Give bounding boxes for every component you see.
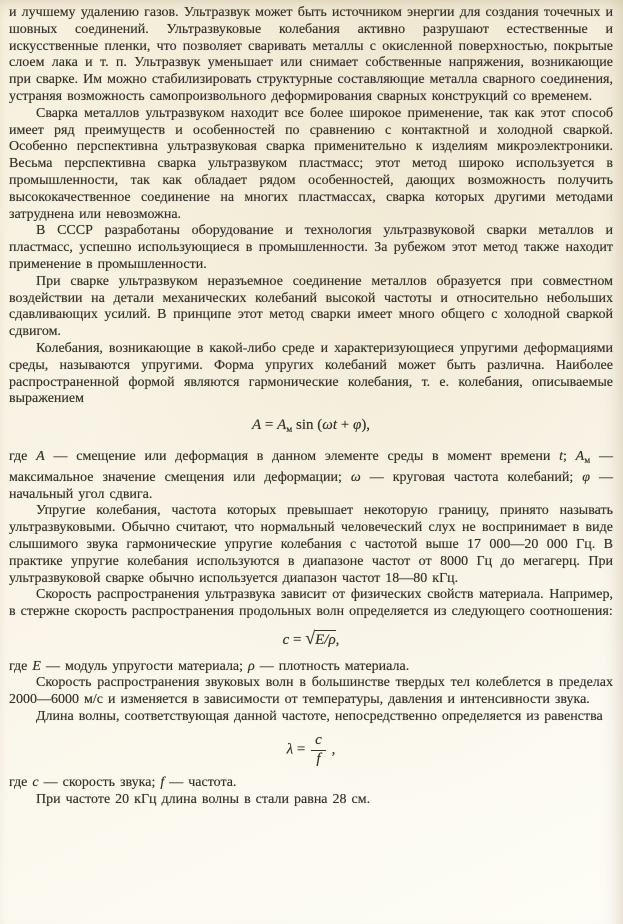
text-run: φ <box>582 469 591 485</box>
formula-run: = <box>289 631 306 648</box>
text-run: Упругие колебания, частота которых превышает некоторую границу, принято называть ультразвуковыми. Обычно считают, что нормальный человеческий слух не воспринимает в виде слышимого звука гармонические упругие колебания с частотой выше 17 000—20 000 Гц. В практике упругие колебания используются в диапазоне частот от 8000 Гц до мегагерц. При ультразвуковой сварке обычно используется диапазон частот 18—80 кГц. <box>9 503 613 586</box>
paragraph <box>9 223 613 273</box>
text-run: — скорость звука; <box>38 775 161 791</box>
text-run: где <box>9 775 33 791</box>
text-run: ω <box>350 469 361 485</box>
text-run: В СССР разработаны оборудование и технология ультразвуковой сварки металлов и пластмасс, успешно использующиеся в промышленности. За рубежом этот метод также находит применение в промышленности. <box>9 223 613 272</box>
paragraph <box>9 792 613 809</box>
text-run: и лучшему удалению газов. Ультразвук может быть источником энергии для создания точечных и шовных соединений. Ультразвуковые колебания активно разрушают естественные и искусственные пленки, что позволяет сваривать металлы с окисленной поверхностью, покрытые слоем лака и т. п. Ультразвук уменьшает или снимает собственные напряжения, возникающие при сварке. Им можно стабилизировать структурные составляющие металла сварного соединения, устраняя возможность самопроизвольного деформирования сварных конструкций со временем. <box>9 5 613 104</box>
fraction <box>311 733 326 768</box>
text-run: t <box>559 448 563 464</box>
paragraph <box>9 106 613 224</box>
formula-run: + <box>337 417 353 434</box>
text-run: где <box>9 658 33 674</box>
text-run: Колебания, возникающие в какой-либо среде и характеризующиеся упругими деформациями среды, называются упругими. Форма упругих колебаний может быть различна. Наиболее распространенной формой являются гармонические колебания, т. е. колебания, описываемые выражением <box>9 340 613 407</box>
formula <box>9 733 613 768</box>
fraction-numerator: c <box>311 733 326 751</box>
paragraph <box>9 341 613 408</box>
text-run: — частота. <box>164 775 237 791</box>
formula-run: c <box>282 631 290 648</box>
text-column <box>9 5 613 809</box>
text-run: Длина волны, соответствующая данной частоте, непосредственно определяется из равенства <box>36 709 603 725</box>
formula-run: = <box>293 741 310 758</box>
text-run: — плотность материала. <box>254 658 410 674</box>
formula-run: ), <box>361 417 371 434</box>
paragraph <box>9 5 613 106</box>
formula-run: A <box>251 417 262 434</box>
paragraph <box>9 775 613 792</box>
paragraph <box>9 274 613 341</box>
paragraph <box>9 449 613 503</box>
text-run: Сварка металлов ультразвуком находит все более широкое применение, так как этот способ имеет ряд преимуществ и особенностей по сравнению с контактной и холодной сваркой. Особенно перспективна ультразвуковая сварка применительно к изделиям микроэлектроники. Весьма перспективна сварка ультразвуком пластмасс; этот метод широко используется в промышленности, так как обладает рядом особенностей, дающих возможность получить высококачественное соединение на многих пластмассах, сварка которых другими методами затруднена или невозможна. <box>9 105 613 222</box>
fraction-denominator: f <box>316 750 321 767</box>
formula-run: λ <box>286 741 294 758</box>
text-run: c <box>32 775 39 791</box>
formula-run: A <box>277 417 287 434</box>
formula-run: φ <box>353 417 362 434</box>
formula-run: √ <box>305 627 316 648</box>
formula-run: E/ρ <box>315 631 336 648</box>
text-run: — начальный угол сдвига. <box>9 469 613 502</box>
formula-run: sin ( <box>292 417 323 434</box>
formula-run: , <box>335 631 340 648</box>
paragraph <box>9 503 613 587</box>
text-run: — смещение или деформация в данном элементе среды в момент времени <box>44 448 560 464</box>
text-run: A <box>36 448 45 464</box>
text-run: ρ <box>248 658 255 674</box>
text-run: Скорость распространения звуковых волн в большинстве твердых тел колеблется в пределах 2000—6000 м/с и изменяется в зависимости от температуры, давления и интенсивности звука. <box>9 675 613 708</box>
paragraph <box>9 709 613 726</box>
formula-run: = <box>261 417 278 434</box>
paragraph <box>9 587 613 621</box>
text-run: При сварке ультразвуком неразъемное соединение металлов образуется при совместном воздействии на детали механических колебаний высокой частоты и относительно небольших сдавливающих усилий. В принципе этот метод сварки имеет много общего с холодной сваркой сдвигом. <box>9 273 613 340</box>
text-run: При частоте 20 кГц длина волны в стали равна 28 см. <box>36 792 371 808</box>
text-run: — максимальное значение смещения или деформации; <box>9 448 614 485</box>
text-run: ; <box>563 448 576 464</box>
formula-run: ωt <box>322 417 338 434</box>
text-run: f <box>160 775 165 791</box>
text-run: — модуль упругости материала; <box>40 658 249 674</box>
formula <box>9 627 613 649</box>
text-run: — круговая частота колебаний; <box>360 469 583 485</box>
formula-run: , <box>327 741 336 758</box>
formula-run: м <box>286 425 293 436</box>
text-run: A <box>575 448 585 464</box>
text-run: где <box>9 448 37 464</box>
paragraph <box>9 675 613 709</box>
paragraph <box>9 659 613 676</box>
text-run: E <box>32 658 41 674</box>
text-run: Скорость распространения ультразвука зависит от физических свойств материала. Например, в стержне скорость распространения продольных волн определяется из следующего соотношения: <box>9 587 613 620</box>
text-run: м <box>584 455 591 466</box>
formula <box>9 417 613 439</box>
